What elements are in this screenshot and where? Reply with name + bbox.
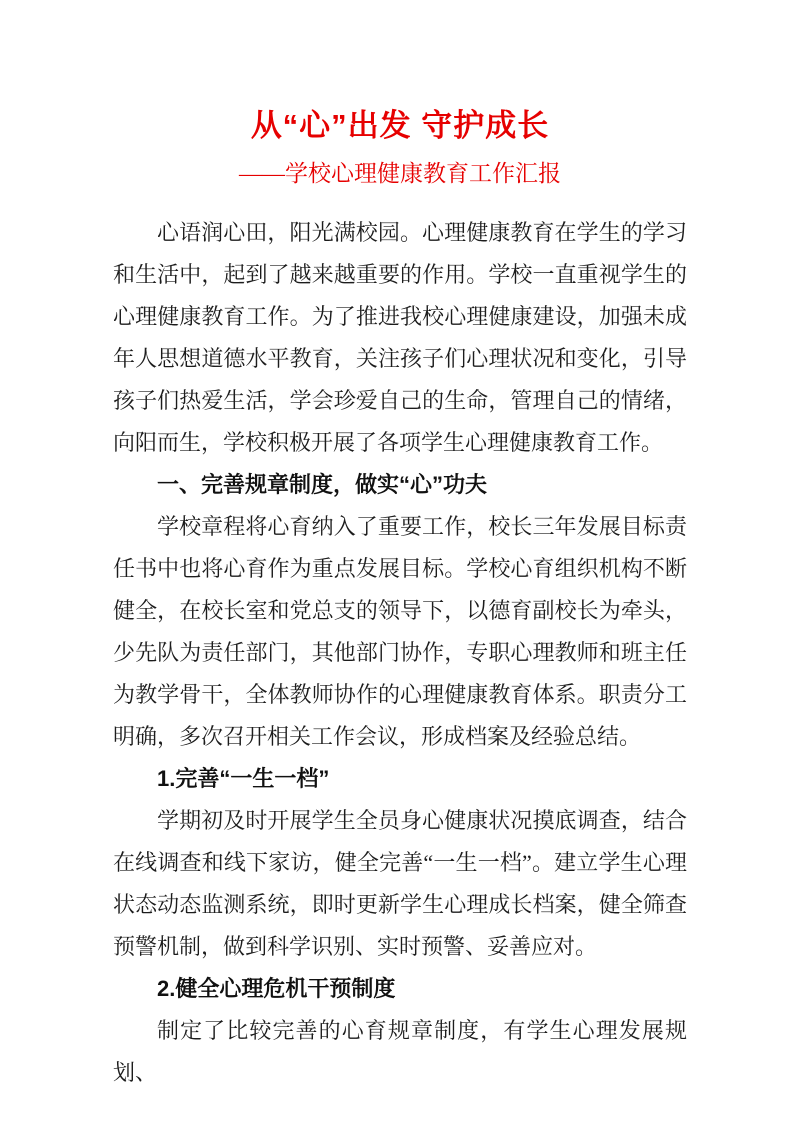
heading-subsection-2: 2.健全心理危机干预制度 bbox=[157, 976, 396, 1001]
heading-subsection-1: 1.完善“一生一档” bbox=[157, 766, 330, 791]
document-subtitle: ——学校心理健康教育工作汇报 bbox=[239, 161, 561, 186]
paragraph-subsection-2-body: 制定了比较完善的心育规章制度，有学生心理发展规划、 bbox=[113, 1018, 687, 1085]
paragraph-section-1-body: 学校章程将心育纳入了重要工作，校长三年发展目标责任书中也将心育作为重点发展目标。学校心育组织机构不断健全，在校长室和党总支的领导下，以德育副校长为牵头，少先队为责任部门，其他部门协作，专职心理教师和班主任为教学骨干，全体教师协作的心理健康教育体系。职责分工明确，多次召开相关工作会议，形成档案及经验总结。 bbox=[113, 514, 687, 749]
heading-section-1: 一、完善规章制度，做实“心”功夫 bbox=[157, 472, 488, 497]
document-title: 从“心”出发 守护成长 bbox=[250, 108, 550, 143]
paragraph-intro: 心语润心田，阳光满校园。心理健康教育在学生的学习和生活中，起到了越来越重要的作用。学校一直重视学生的心理健康教育工作。为了推进我校心理健康建设，加强未成年人思想道德水平教育，关注孩子们心理状况和变化，引导孩子们热爱生活，学会珍爱自己的生命，管理自己的情绪，向阳而生，学校积极开展了各项学生心理健康教育工作。 bbox=[113, 220, 687, 455]
paragraph-subsection-1-body: 学期初及时开展学生全员身心健康状况摸底调查，结合在线调查和线下家访，健全完善“一生一档”。建立学生心理状态动态监测系统，即时更新学生心理成长档案，健全筛查预警机制，做到科学识别、实时预警、妥善应对。 bbox=[113, 808, 687, 959]
